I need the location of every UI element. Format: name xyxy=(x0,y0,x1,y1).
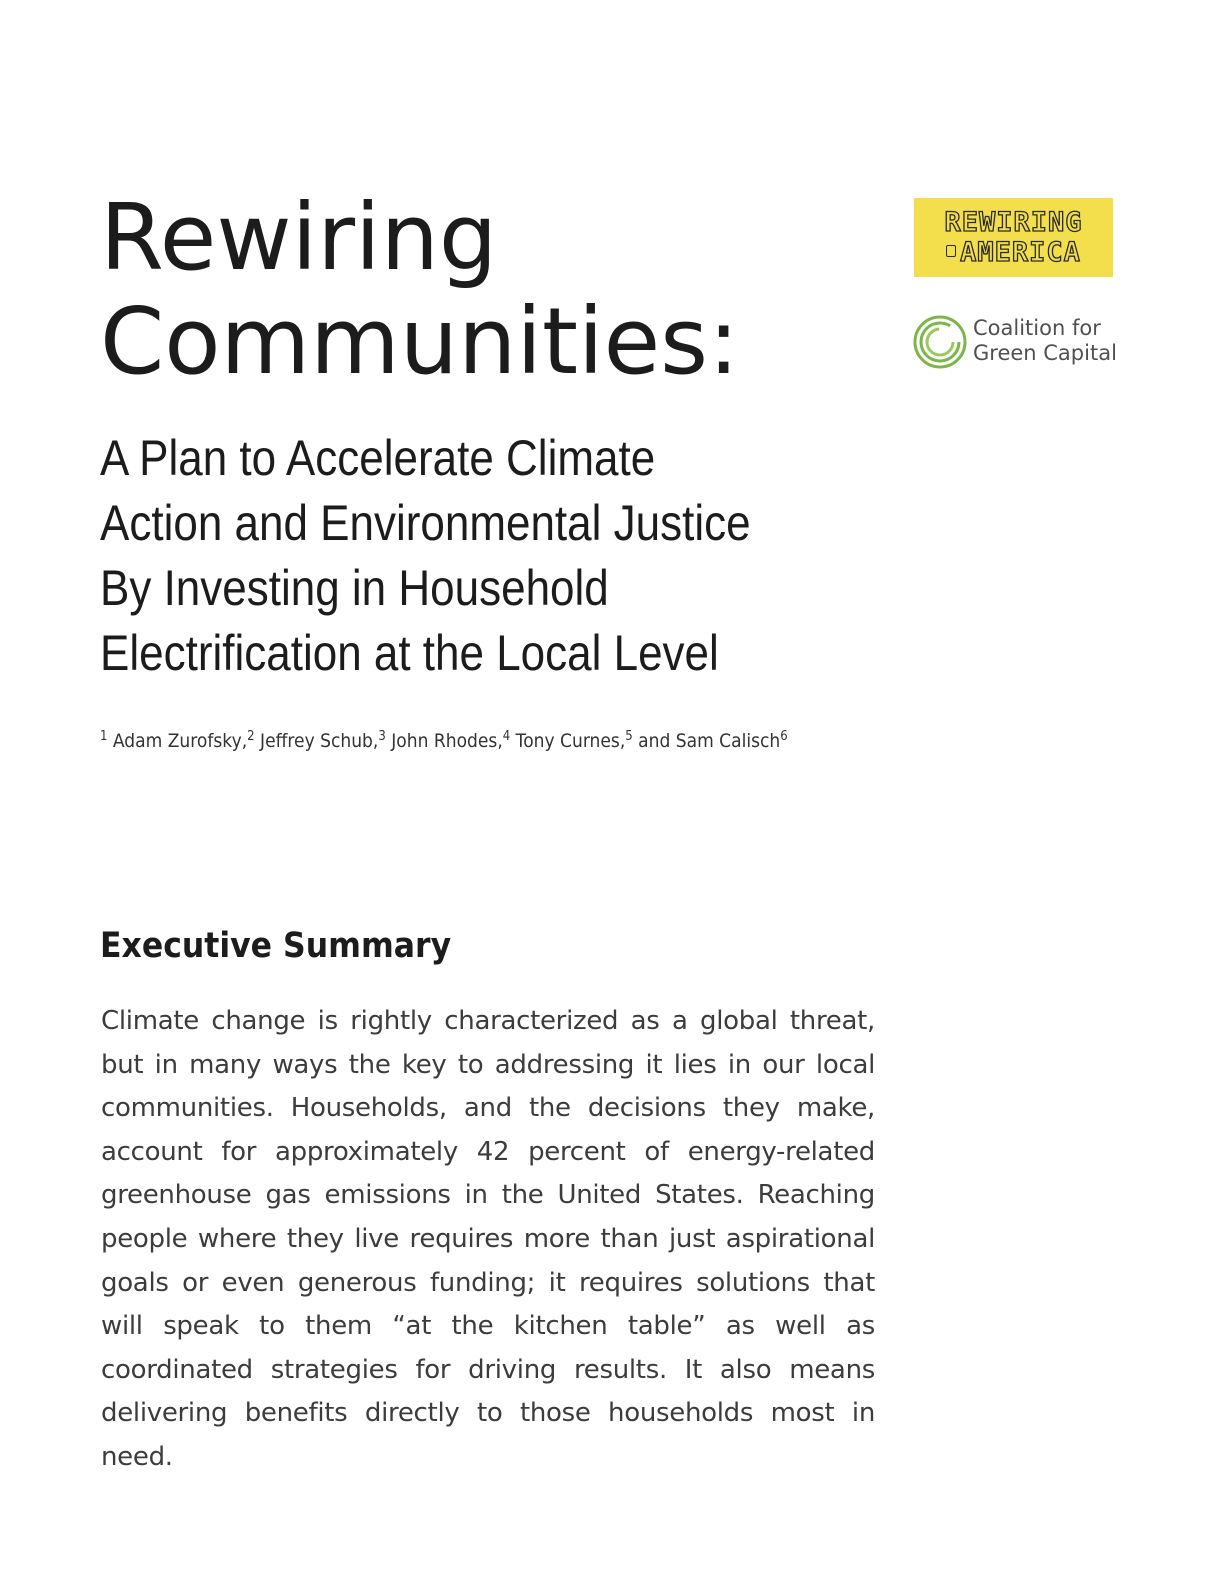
author-list xyxy=(100,730,788,752)
author-name: Jeffrey Schub, xyxy=(254,730,379,752)
author-name: John Rhodes, xyxy=(385,730,503,752)
author-name: Adam Zurofsky, xyxy=(107,730,248,752)
author-footnote-ref[interactable]: 1 xyxy=(100,729,108,744)
coalition-green-capital-name xyxy=(973,316,1117,366)
report-subtitle-line-2: Action and Environmental Justice xyxy=(100,495,751,551)
rewiring-america-logo xyxy=(914,198,1113,277)
coalition-rings-icon xyxy=(912,313,968,371)
coalition-green-capital-logo xyxy=(912,312,1122,372)
coalition-name-line-2: Green Capital xyxy=(973,341,1117,365)
report-title-line-1: Rewiring xyxy=(100,184,498,291)
author-footnote-ref[interactable]: 4 xyxy=(502,729,511,744)
author-footnote-ref[interactable]: 6 xyxy=(780,729,788,744)
report-subtitle xyxy=(100,426,786,686)
report-subtitle-line-4: Electrification at the Local Level xyxy=(100,625,719,681)
author-name: and Sam Calisch xyxy=(632,730,781,752)
executive-summary-heading: Executive Summary xyxy=(100,926,452,966)
author-footnote-ref[interactable]: 2 xyxy=(247,729,255,744)
plug-icon xyxy=(946,245,956,257)
report-subtitle-line-3: By Investing in Household xyxy=(100,560,609,616)
report-subtitle-line-1: A Plan to Accelerate Climate xyxy=(100,430,656,486)
rewiring-america-logo-line-1: REWIRING xyxy=(944,206,1083,238)
executive-summary-body: Climate change is rightly characterized as a global threat, but in many ways the key to addressing it lies in our local communities. Households, and the decisions they make, account for approximately 42 percent of energy-related greenhouse gas emissions in the United States. Reaching people where they live requires more than just aspirational goals or even generous funding; it requires solutions that will speak to them “at the kitchen table” as well as coordinated strategies for driving results. It also means delivering benefits directly to those households most in need. xyxy=(101,1006,875,1472)
report-title xyxy=(100,186,860,394)
rewiring-america-logo-line-2: AMERICA xyxy=(946,238,1081,268)
author-name: Tony Curnes, xyxy=(510,730,626,752)
report-title-line-2: Communities: xyxy=(100,288,740,395)
coalition-name-line-1: Coalition for xyxy=(973,316,1101,340)
author-footnote-ref[interactable]: 3 xyxy=(378,729,386,744)
author-footnote-ref[interactable]: 5 xyxy=(625,729,633,744)
